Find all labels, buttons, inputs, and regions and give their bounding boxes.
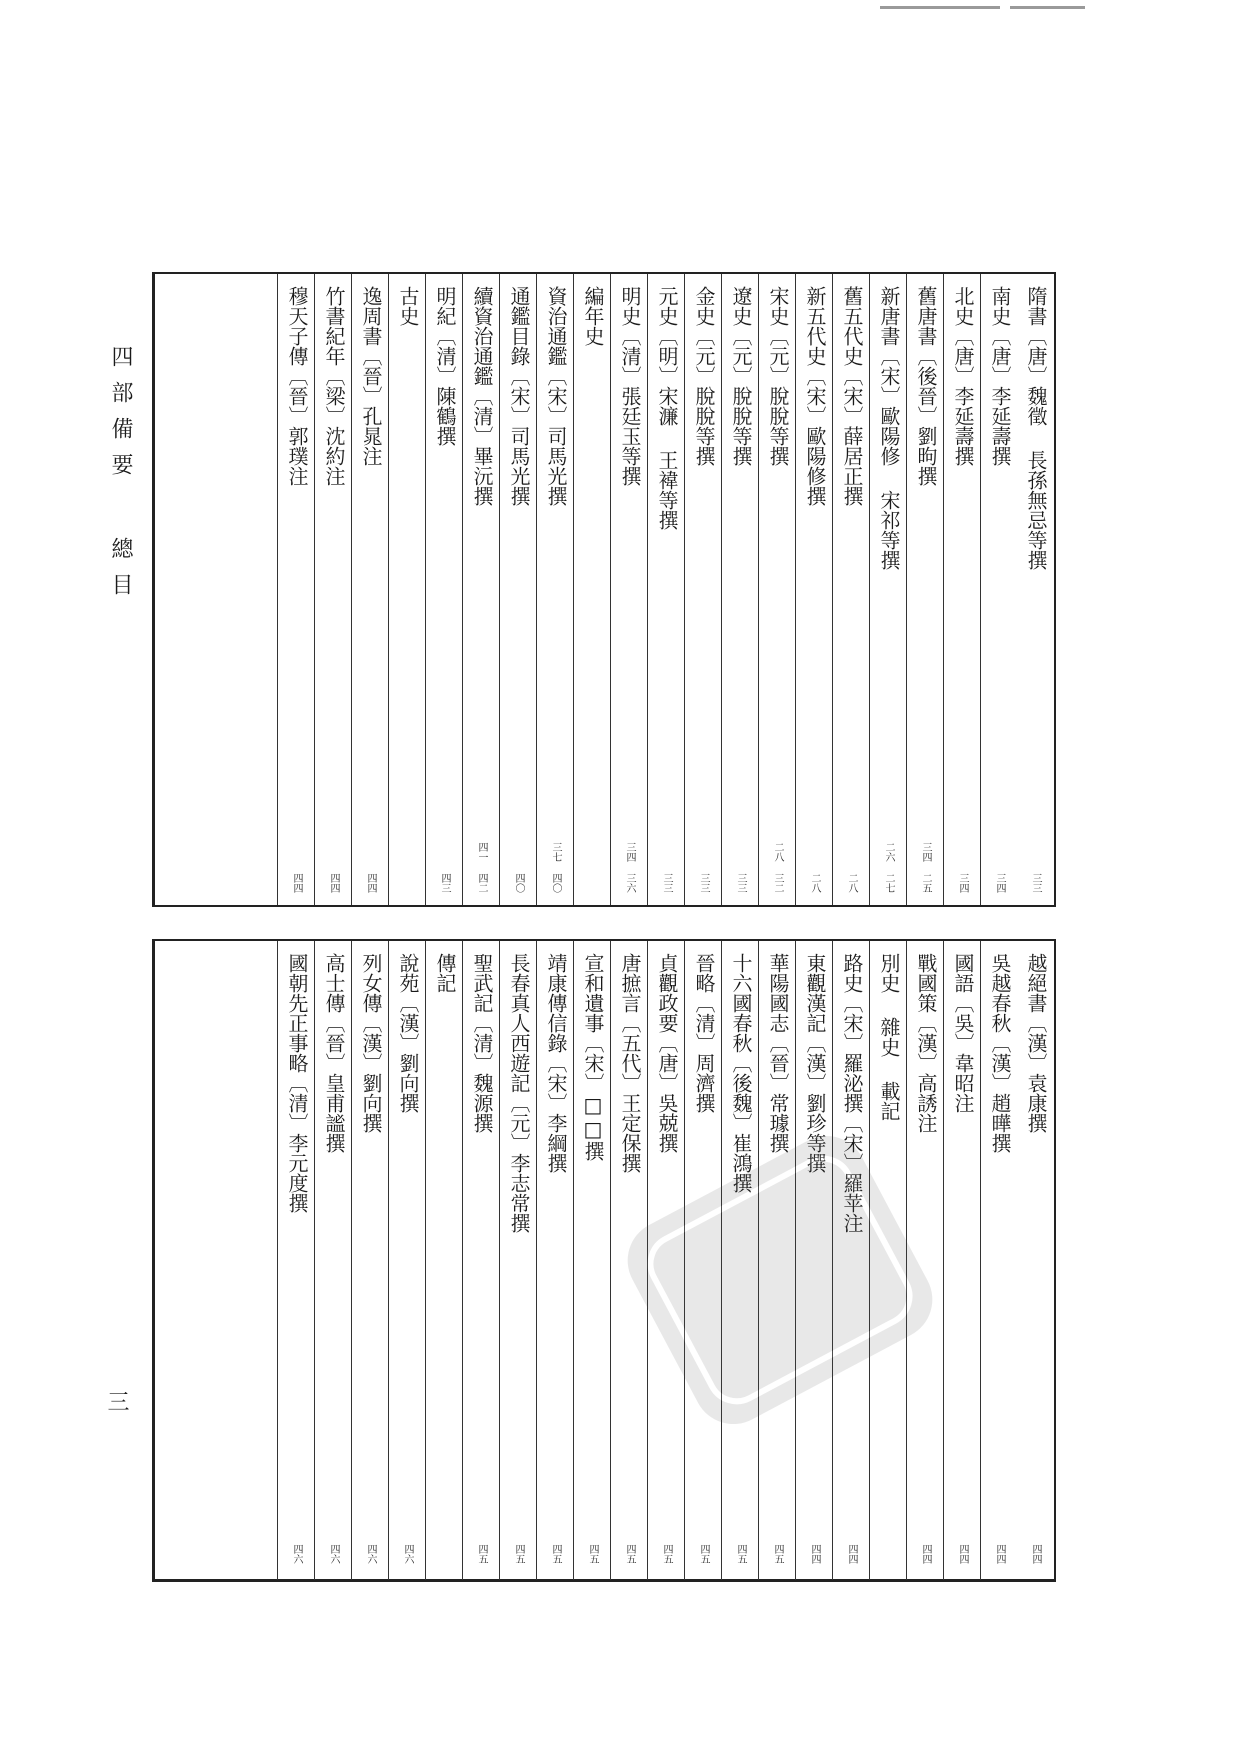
catalog-entry-column: [536, 274, 574, 905]
catalog-entry: 舊五代史〔宋〕薛居正撰: [840, 286, 864, 506]
catalog-entry: 貞觀政要〔唐〕吳兢撰: [655, 953, 679, 1153]
catalog-entry: 宣和遺事〔宋〕□□撰: [581, 953, 605, 1161]
catalog-entry-column: [832, 274, 870, 905]
catalog-entry: 新唐書〔宋〕歐陽修 宋祁等撰: [877, 286, 901, 570]
catalog-entry-column: [758, 274, 796, 905]
catalog-entry: 元史〔明〕宋濂 王褘等撰: [655, 286, 679, 530]
catalog-entry-column: [277, 941, 315, 1580]
catalog-entry: 晉略〔清〕周濟撰: [692, 953, 716, 1113]
catalog-entry: 吳越春秋〔漢〕趙曄撰: [988, 953, 1012, 1153]
volume-number: 三三: [698, 873, 709, 893]
catalog-entry: 逸周書〔晉〕孔晁注: [359, 286, 383, 466]
catalog-entry: 唐摭言〔五代〕王定保撰: [618, 953, 642, 1173]
volume-number: 四四: [920, 1544, 931, 1564]
catalog-entry-column: [647, 274, 685, 905]
volume-number: 三四 二五: [920, 842, 931, 893]
catalog-entry: 南史〔唐〕李延壽撰: [988, 286, 1012, 466]
catalog-entry: 通鑑目錄〔宋〕司馬光撰: [507, 286, 531, 506]
volume-number: 四四: [365, 873, 376, 893]
catalog-entry: 金史〔元〕脫脫等撰: [692, 286, 716, 466]
volume-number: 四四: [291, 873, 302, 893]
catalog-entry-column: [869, 274, 907, 905]
volume-number: 三四: [957, 873, 968, 893]
volume-number: 四五: [476, 1544, 487, 1564]
catalog-entry: 越絕書〔漢〕袁康撰: [1024, 953, 1048, 1133]
volume-number: 四五: [772, 1544, 783, 1564]
volume-number: 三三: [1030, 873, 1041, 893]
volume-number: 三七 四〇: [550, 842, 561, 893]
catalog-entry: 隋書〔唐〕魏徵 長孫無忌等撰: [1024, 286, 1048, 570]
page-number: 三: [104, 1390, 129, 1412]
catalog-entry-column: [906, 274, 944, 905]
volume-number: 二八 三二: [772, 842, 783, 893]
catalog-entry-column: [610, 274, 648, 905]
volume-number: 四五: [587, 1544, 598, 1564]
volume-number: 四六: [328, 1544, 339, 1564]
volume-number: 三三: [661, 873, 672, 893]
volume-number: 四五: [661, 1544, 672, 1564]
catalog-entry-column: [388, 941, 426, 1580]
volume-number: 四四: [846, 1544, 857, 1564]
section-heading: 別史 雜史 載記: [877, 953, 901, 1121]
catalog-entry-column: [721, 274, 759, 905]
band-divider: [152, 905, 1056, 941]
volume-number: 三四 三六: [624, 842, 635, 893]
volume-number: 四〇: [513, 873, 524, 893]
catalog-entry-column: [462, 941, 500, 1580]
volume-number: 二八: [809, 873, 820, 893]
catalog-entry: 長春真人西遊記〔元〕李志常撰: [507, 953, 531, 1233]
running-header: [96, 345, 136, 609]
catalog-entry: 遼史〔元〕脫脫等撰: [729, 286, 753, 466]
volume-number: 四五: [735, 1544, 746, 1564]
volume-number: 四四: [1030, 1544, 1041, 1564]
section-heading-column: [573, 274, 611, 905]
catalog-entry: 明紀〔清〕陳鶴撰: [433, 286, 457, 446]
catalog-entry-column: [277, 274, 315, 905]
section-heading-column: [388, 274, 426, 905]
catalog-entry: 國語〔吳〕韋昭注: [951, 953, 975, 1113]
section-title: 總目: [108, 537, 133, 609]
volume-number: 四四: [957, 1544, 968, 1564]
catalog-entry: 路史〔宋〕羅泌撰〔宋〕羅苹注: [840, 953, 864, 1233]
volume-number: 三三: [735, 873, 746, 893]
catalog-entry: 竹書紀年〔梁〕沈約注: [322, 286, 346, 486]
catalog-entry-column: [684, 274, 722, 905]
catalog-entry: 聖武記〔清〕魏源撰: [470, 953, 494, 1133]
section-heading: 編年史: [581, 286, 605, 346]
catalog-entry-column: [980, 274, 1018, 905]
volume-number: 四六: [365, 1544, 376, 1564]
volume-number: 四四: [328, 873, 339, 893]
volume-number: 四一 四二: [476, 842, 487, 893]
volume-number: 四四: [994, 1544, 1005, 1564]
volume-number: 四三: [439, 873, 450, 893]
catalog-entry-column: [351, 274, 389, 905]
catalog-entry: 宋史〔元〕脫脫等撰: [766, 286, 790, 466]
catalog-entry-column: [943, 941, 981, 1580]
volume-number: 四六: [291, 1544, 302, 1564]
catalog-entry-column: [573, 941, 611, 1580]
catalog-entry: 續資治通鑑〔清〕畢沅撰: [470, 286, 494, 506]
catalog-entry: 北史〔唐〕李延壽撰: [951, 286, 975, 466]
catalog-entry: 新五代史〔宋〕歐陽修撰: [803, 286, 827, 506]
section-heading: 傳記: [433, 953, 457, 993]
catalog-entry-column: [795, 274, 833, 905]
catalog-entry: 明史〔清〕張廷玉等撰: [618, 286, 642, 486]
catalog-entry: 列女傳〔漢〕劉向撰: [359, 953, 383, 1133]
catalog-entry-column: [425, 274, 463, 905]
volume-number: 四五: [698, 1544, 709, 1564]
section-heading: 古史: [396, 286, 420, 326]
catalog-entry: 說苑〔漢〕劉向撰: [396, 953, 420, 1113]
catalog-entry: 十六國春秋〔後魏〕崔鴻撰: [729, 953, 753, 1193]
catalog-entry: 東觀漢記〔漢〕劉珍等撰: [803, 953, 827, 1173]
volume-number: 四六: [402, 1544, 413, 1564]
catalog-entry-column: [499, 274, 537, 905]
catalog-entry: 高士傳〔晉〕皇甫謐撰: [322, 953, 346, 1153]
catalog-entry-column: [1017, 941, 1054, 1580]
volume-number: 三四: [994, 873, 1005, 893]
catalog-entry: 華陽國志〔晉〕常璩撰: [766, 953, 790, 1153]
catalog-entry-column: [943, 274, 981, 905]
book-title: 四部備要: [108, 345, 133, 489]
catalog-entry: 穆天子傳〔晉〕郭璞注: [285, 286, 309, 486]
catalog-entry-column: [499, 941, 537, 1580]
scan-edge-mark: [1010, 6, 1085, 9]
catalog-entry: 戰國策〔漢〕高誘注: [914, 953, 938, 1133]
catalog-entry: 靖康傳信錄〔宋〕李綱撰: [544, 953, 568, 1173]
volume-number: 四四: [809, 1544, 820, 1564]
catalog-entry-column: [351, 941, 389, 1580]
volume-number: 四五: [513, 1544, 524, 1564]
catalog-entry-column: [314, 274, 352, 905]
section-heading-column: [425, 941, 463, 1580]
scan-edge-mark: [880, 6, 1000, 9]
catalog-entry-column: [1017, 274, 1054, 905]
catalog-entry-column: [462, 274, 500, 905]
volume-number: 二八: [846, 873, 857, 893]
catalog-entry: 國朝先正事略〔清〕李元度撰: [285, 953, 309, 1213]
catalog-entry: 舊唐書〔後晉〕劉昫撰: [914, 286, 938, 486]
volume-number: 四五: [624, 1544, 635, 1564]
catalog-entry-column: [536, 941, 574, 1580]
volume-number: 四五: [550, 1544, 561, 1564]
catalog-entry-column: [980, 941, 1018, 1580]
catalog-entry-column: [314, 941, 352, 1580]
catalog-entry: 資治通鑑〔宋〕司馬光撰: [544, 286, 568, 506]
volume-number: 二六 二七: [883, 842, 894, 893]
